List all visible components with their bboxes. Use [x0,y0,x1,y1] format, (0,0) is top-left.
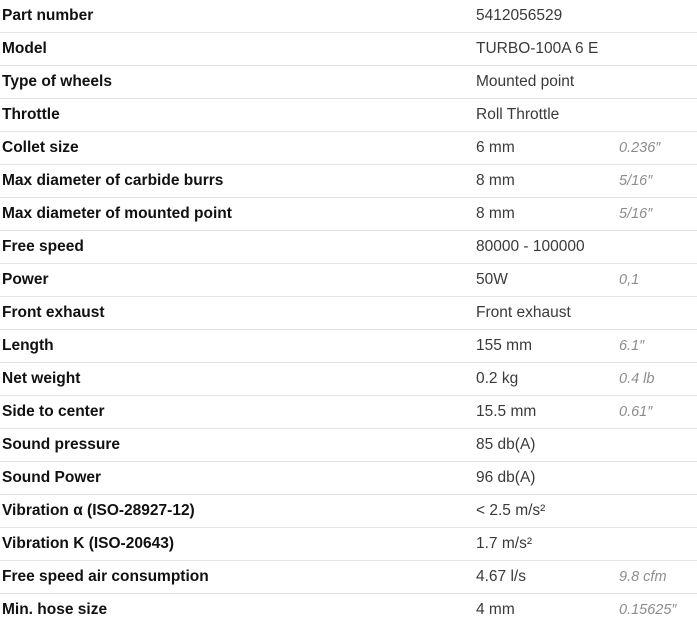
spec-value: 4.67 l/s [476,561,619,594]
spec-value: 4 mm [476,594,619,626]
spec-value: 5412056529 [476,0,619,33]
table-row [0,33,697,66]
spec-label: Length [0,330,476,363]
spec-label: Vibration K (ISO-20643) [0,528,476,561]
spec-alt-value: 5/16″ [619,165,697,198]
spec-alt-value: 0,1 [619,264,697,297]
spec-value: 6 mm [476,132,619,165]
spec-value: < 2.5 m/s² [476,495,619,528]
table-row [0,561,697,594]
table-row [0,264,697,297]
spec-alt-value: 0.61″ [619,396,697,429]
spec-alt-value [619,528,697,561]
spec-label: Free speed air consumption [0,561,476,594]
table-row [0,363,697,396]
table-row [0,396,697,429]
spec-label: Collet size [0,132,476,165]
table-row [0,462,697,495]
table-row [0,297,697,330]
spec-value: 15.5 mm [476,396,619,429]
table-row [0,528,697,561]
spec-alt-value: 5/16″ [619,198,697,231]
table-row [0,231,697,264]
spec-alt-value [619,66,697,99]
spec-value: 96 db(A) [476,462,619,495]
spec-value: 0.2 kg [476,363,619,396]
spec-alt-value: 6.1″ [619,330,697,363]
spec-alt-value: 9.8 cfm [619,561,697,594]
table-row [0,330,697,363]
spec-alt-value [619,33,697,66]
spec-value: 8 mm [476,165,619,198]
spec-label: Sound pressure [0,429,476,462]
spec-alt-value [619,99,697,132]
table-row [0,99,697,132]
spec-value: Mounted point [476,66,619,99]
spec-label: Max diameter of carbide burrs [0,165,476,198]
spec-label: Max diameter of mounted point [0,198,476,231]
spec-label: Type of wheels [0,66,476,99]
table-row [0,198,697,231]
table-row [0,0,697,33]
spec-value: Roll Throttle [476,99,619,132]
table-row [0,165,697,198]
table-row [0,429,697,462]
spec-value: 85 db(A) [476,429,619,462]
spec-value: 155 mm [476,330,619,363]
spec-alt-value [619,429,697,462]
spec-label: Vibration α (ISO-28927-12) [0,495,476,528]
spec-alt-value: 0.4 lb [619,363,697,396]
spec-value: 50W [476,264,619,297]
spec-value: Front exhaust [476,297,619,330]
spec-label: Throttle [0,99,476,132]
spec-label: Front exhaust [0,297,476,330]
spec-value: 80000 - 100000 [476,231,619,264]
spec-label: Net weight [0,363,476,396]
table-row [0,495,697,528]
spec-label: Power [0,264,476,297]
spec-label: Side to center [0,396,476,429]
spec-alt-value: 0.15625″ [619,594,697,626]
spec-alt-value [619,231,697,264]
table-row [0,594,697,626]
spec-label: Model [0,33,476,66]
table-row [0,132,697,165]
spec-value: TURBO-100A 6 E [476,33,619,66]
spec-alt-value [619,297,697,330]
spec-alt-value [619,495,697,528]
spec-label: Free speed [0,231,476,264]
spec-alt-value: 0.236″ [619,132,697,165]
spec-label: Min. hose size [0,594,476,626]
spec-alt-value [619,462,697,495]
spec-label: Sound Power [0,462,476,495]
spec-label: Part number [0,0,476,33]
spec-value: 8 mm [476,198,619,231]
spec-alt-value [619,0,697,33]
table-row [0,66,697,99]
spec-value: 1.7 m/s² [476,528,619,561]
